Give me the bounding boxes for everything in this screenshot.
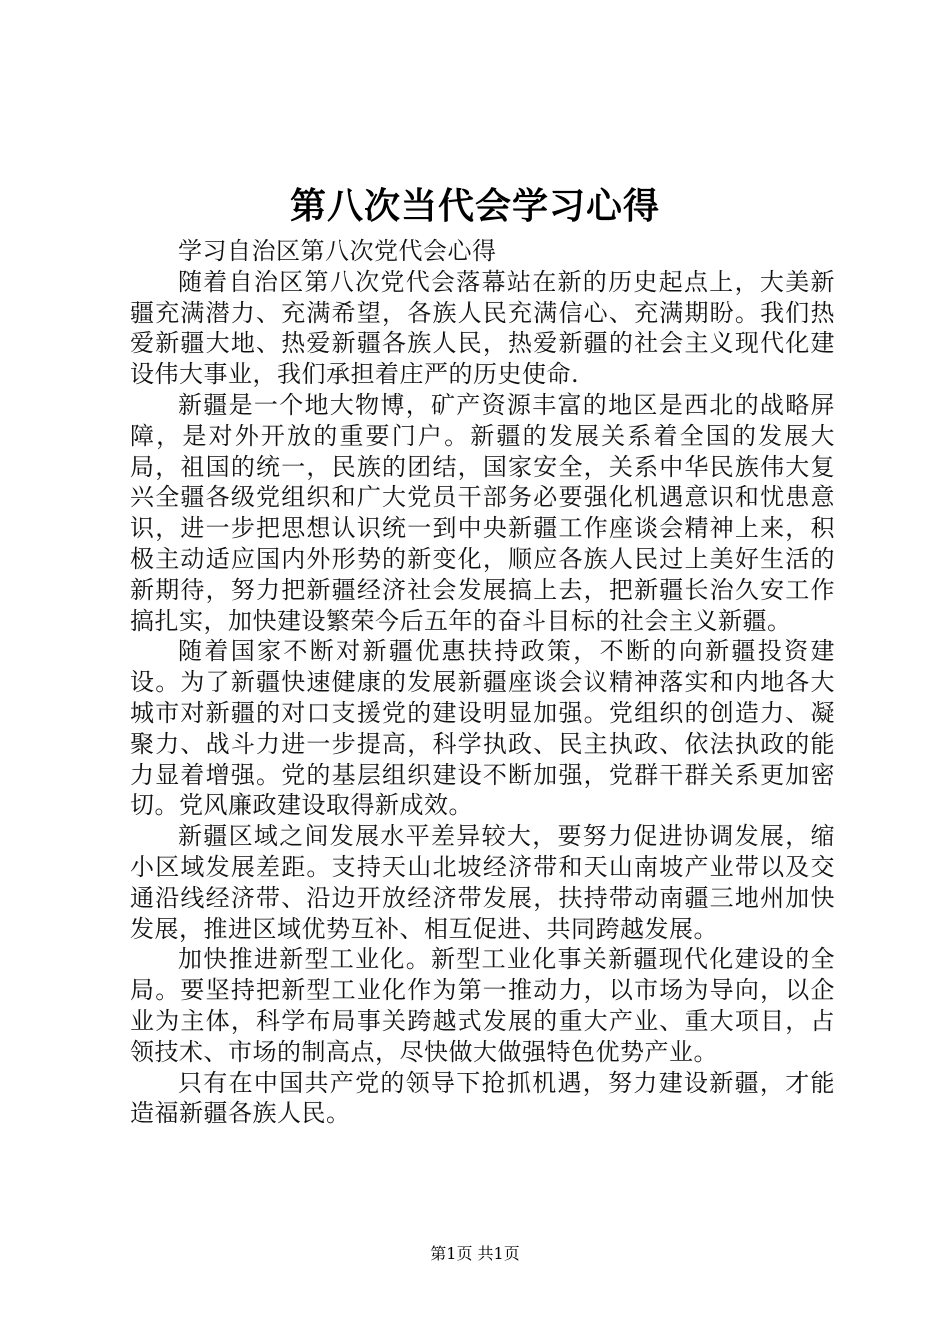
document-title: 第八次当代会学习心得	[289, 186, 660, 227]
paragraph-subtitle: 学习自治区第八次党代会心得	[178, 237, 497, 265]
paragraph: 加快推进新型工业化。新型工业化事关新疆现代化建设的全局。要坚持把新型工业化作为第一推动力，以市场为导向，以企业为主体，科学布局事关跨越式发展的重大产业、重大项目，占领技术、市场的制高点，尽快做大做强特色优势产业。	[130, 945, 835, 1066]
paragraph: 随着自治区第八次党代会落幕站在新的历史起点上，大美新疆充满潜力、充满希望，各族人民充满信心、充满期盼。我们热爱新疆大地、热爱新疆各族人民，热爱新疆的社会主义现代化建设伟大事业，我们承担着庄严的历史使命.	[130, 267, 835, 389]
paragraph: 新疆是一个地大物博，矿产资源丰富的地区是西北的战略屏障，是对外开放的重要门户。新疆的发展关系着全国的发展大局，祖国的统一，民族的团结，国家安全，关系中华民族伟大复兴全疆各级党组织和广大党员干部务必要强化机遇意识和忧患意识，进一步把思想认识统一到中央新疆工作座谈会精神上来，积极主动适应国内外形势的新变化，顺应各族人民过上美好生活的新期待，努力把新疆经济社会发展搞上去，把新疆长治久安工作搞扎实，加快建设繁荣今后五年的奋斗目标的社会主义新疆。	[130, 390, 835, 635]
paragraph: 随着国家不断对新疆优惠扶持政策，不断的向新疆投资建设。为了新疆快速健康的发展新疆座谈会议精神落实和内地各大城市对新疆的对口支援党的建设明显加强。党组织的创造力、凝聚力、战斗力进一步提高，科学执政、民主执政、依法执政的能力显着增强。党的基层组织建设不断加强，党群干群关系更加密切。党风廉政建设取得新成效。	[130, 637, 835, 820]
paragraph: 只有在中国共产党的领导下抢抓机遇，努力建设新疆，才能造福新疆各族人民。	[130, 1068, 835, 1128]
paragraph: 新疆区域之间发展水平差异较大，要努力促进协调发展，缩小区域发展差距。支持天山北坡经济带和天山南坡产业带以及交通沿线经济带、沿边开放经济带发展，扶持带动南疆三地州加快发展，推进区域优势互补、相互促进、共同跨越发展。	[130, 822, 835, 943]
document-body	[130, 236, 835, 1129]
page-number-footer: 第1页 共1页	[430, 1244, 520, 1263]
